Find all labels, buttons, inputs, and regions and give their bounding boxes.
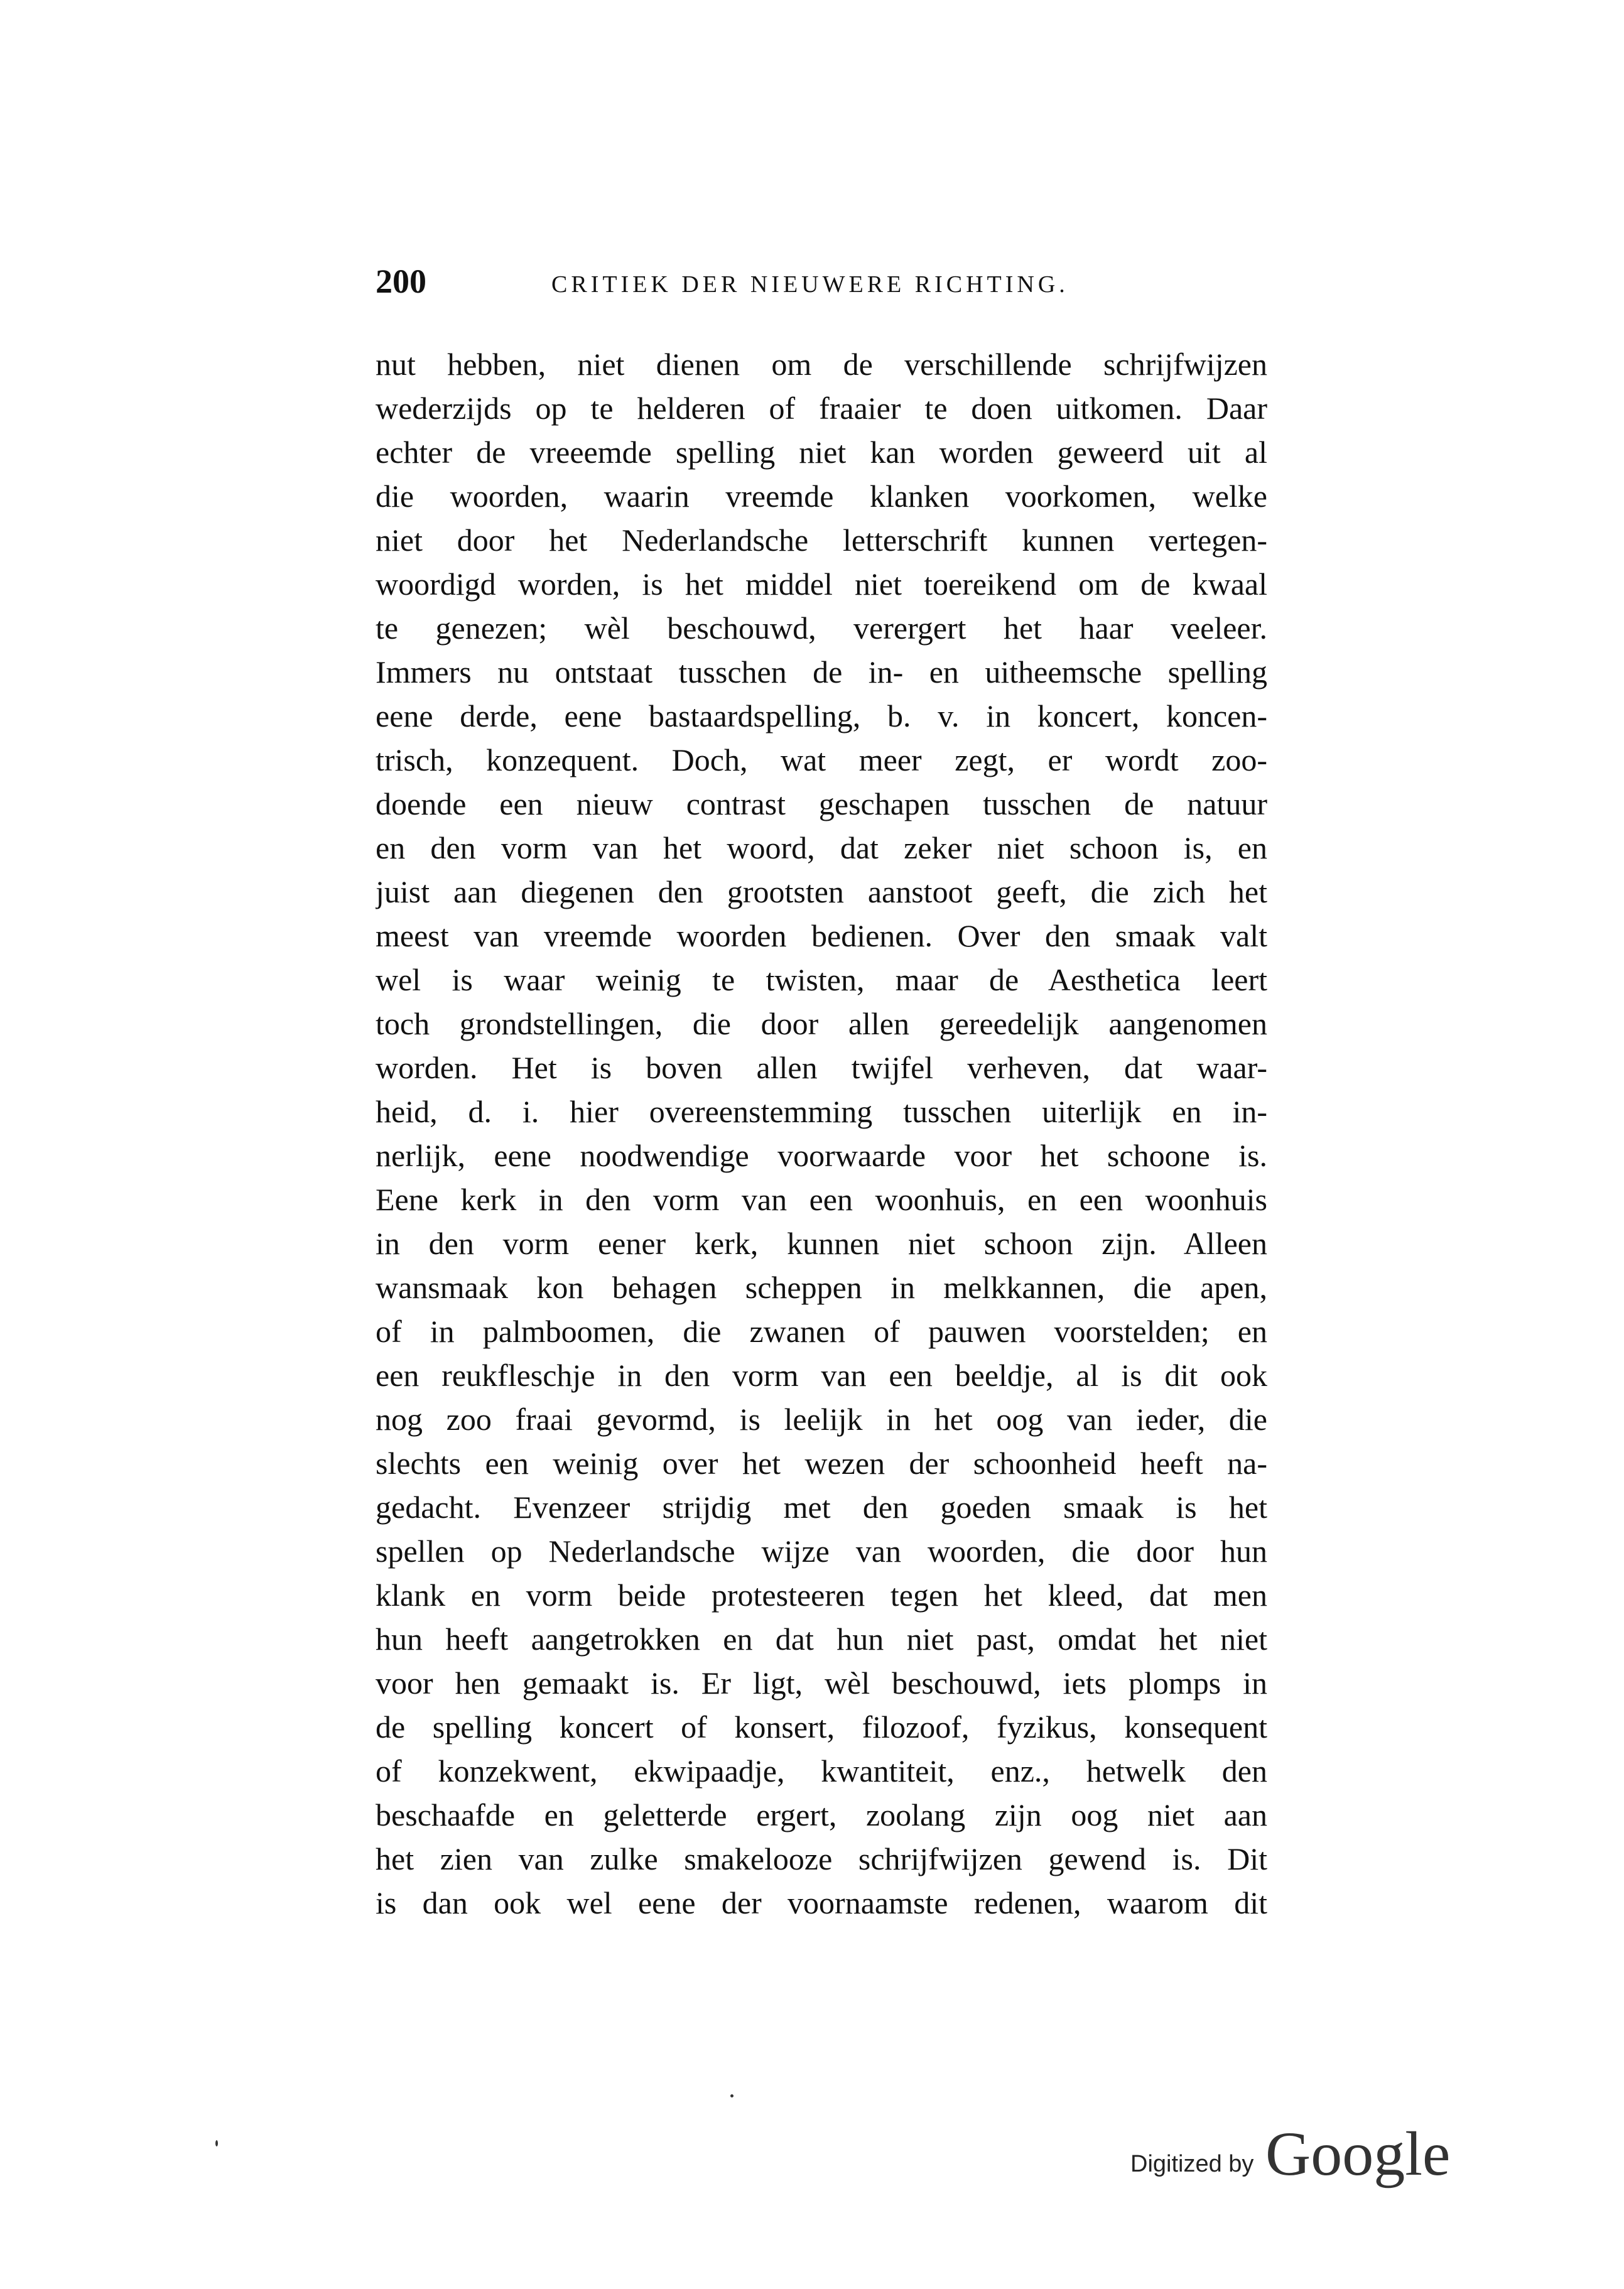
body-line: hun heeft aangetrokken en dat hun niet past, omdat het niet — [376, 1621, 1267, 1657]
body-line: nerlijk, eene noodwendige voorwaarde voor het schoone is. — [376, 1138, 1267, 1173]
body-line: worden. Het is boven allen twijfel verheven, dat waar- — [376, 1050, 1267, 1085]
body-line: de spelling koncert of konsert, filozoof, fyzikus, konsequent — [376, 1709, 1267, 1745]
running-title: CRITIEK DER NIEUWERE RICHTING. — [551, 271, 1069, 298]
digitized-watermark — [1130, 2119, 1482, 2195]
body-text — [376, 342, 1267, 1925]
body-line: Eene kerk in den vorm van een woonhuis, en een woonhuis — [376, 1182, 1267, 1217]
google-logo: Google — [1265, 2119, 1451, 2189]
body-line: gedacht. Evenzeer strijdig met den goeden smaak is het — [376, 1490, 1267, 1525]
body-line: en den vorm van het woord, dat zeker niet schoon is, en — [376, 830, 1267, 865]
body-line: of konzekwent, ekwipaadje, kwantiteit, enz., hetwelk den — [376, 1753, 1267, 1788]
scan-speck — [215, 2140, 218, 2146]
body-line: niet door het Nederlandsche letterschrift kunnen vertegen- — [376, 522, 1267, 558]
body-line: beschaafde en geletterde ergert, zoolang zijn oog niet aan — [376, 1797, 1267, 1832]
scan-speck — [730, 2094, 734, 2097]
body-line: woordigd worden, is het middel niet toereikend om de kwaal — [376, 566, 1267, 602]
body-line: juist aan diegenen den grootsten aanstoot geeft, die zich het — [376, 874, 1267, 909]
body-line: spellen op Nederlandsche wijze van woorden, die door hun — [376, 1534, 1267, 1569]
body-line: heid, d. i. hier overeenstemming tusschen uiterlijk en in- — [376, 1094, 1267, 1129]
watermark-prefix: Digitized by — [1130, 2151, 1254, 2177]
body-line: is dan ook wel eene der voornaamste redenen, waarom dit — [376, 1885, 1267, 1920]
body-line: nog zoo fraai gevormd, is leelijk in het oog van ieder, die — [376, 1402, 1267, 1437]
body-line: of in palmboomen, die zwanen of pauwen voorstelden; en — [376, 1314, 1267, 1349]
body-line: wederzijds op te helderen of fraaier te doen uitkomen. Daar — [376, 391, 1267, 426]
body-line: wel is waar weinig te twisten, maar de Aesthetica leert — [376, 962, 1267, 997]
body-line: die woorden, waarin vreemde klanken voorkomen, welke — [376, 479, 1267, 514]
body-line: nut hebben, niet dienen om de verschillende schrijfwijzen — [376, 347, 1267, 382]
running-head — [376, 262, 1267, 306]
body-line: slechts een weinig over het wezen der schoonheid heeft na- — [376, 1446, 1267, 1481]
body-line: Immers nu ontstaat tusschen de in- en uitheemsche spelling — [376, 654, 1267, 690]
body-line: wansmaak kon behagen scheppen in melkkannen, die apen, — [376, 1270, 1267, 1305]
body-line: trisch, konzequent. Doch, wat meer zegt, er wordt zoo- — [376, 742, 1267, 777]
body-line: te genezen; wèl beschouwd, verergert het haar veeleer. — [376, 610, 1267, 646]
body-line: klank en vorm beide protesteeren tegen het kleed, dat men — [376, 1577, 1267, 1613]
body-line: eene derde, eene bastaardspelling, b. v. in koncert, koncen- — [376, 698, 1267, 733]
body-line: een reukfleschje in den vorm van een beeldje, al is dit ook — [376, 1358, 1267, 1393]
body-line: toch grondstellingen, die door allen gereedelijk aangenomen — [376, 1006, 1267, 1041]
page-number: 200 — [376, 262, 426, 300]
body-line: in den vorm eener kerk, kunnen niet schoon zijn. Alleen — [376, 1226, 1267, 1261]
body-line: doende een nieuw contrast geschapen tusschen de natuur — [376, 786, 1267, 821]
body-line: echter de vreeemde spelling niet kan worden geweerd uit al — [376, 435, 1267, 470]
body-line: meest van vreemde woorden bedienen. Over den smaak valt — [376, 918, 1267, 953]
body-line: het zien van zulke smakelooze schrijfwijzen gewend is. Dit — [376, 1841, 1267, 1876]
body-line: voor hen gemaakt is. Er ligt, wèl beschouwd, iets plomps in — [376, 1665, 1267, 1701]
